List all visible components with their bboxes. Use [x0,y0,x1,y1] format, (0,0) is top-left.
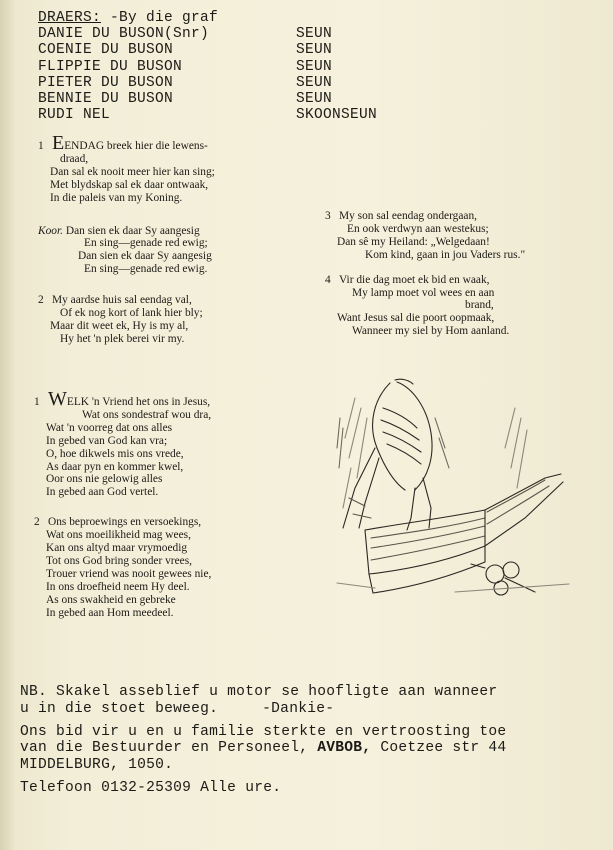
pallbearer-name: DANIE DU BUSON(Snr) [38,26,210,43]
verse-line: Kom kind, gaan in jou Vaders rus." [365,248,526,261]
verse-line: En sing—genade red ewig; [84,237,208,250]
verse-line: Met blydskap sal ek daar ontwaak, [50,178,209,191]
verse-line: My lamp moet vol wees en aan [352,286,495,299]
verse-line: Wat ons sondestraf wou dra, [82,408,212,421]
sympathy-line-1: Ons bid vir u en u familie sterkte en vertroosting toe [20,723,507,740]
pallbearer-name: PIETER DU BUSON [38,74,174,91]
verse-line: En sing—genade red ewig. [84,263,208,276]
verse-line: In ons droefheid neem Hy deel. [46,580,190,593]
sympathy-line-2: van die Bestuurder en Personeel, AVBOB, Coetzee str 44 [20,740,507,757]
drop-cap: W [48,388,67,410]
verse-line: Oor ons nie gelowig alles [46,473,163,486]
pallbearer-relation: SEUN [296,58,333,75]
pallbearer-row [38,26,598,42]
pallbearer-row [38,42,598,58]
verse-line: Dan sal ek nooit meer hier kan sing; [50,165,215,178]
verse-number: 1 [38,140,44,152]
hymn1-right-column [325,210,595,338]
city-line: MIDDELBURG, 1050. [20,757,174,774]
company-name: AVBOB, [317,740,372,757]
hymn2-verse2-first-line: 2 Ons beproewings en versoekings, [34,516,202,529]
pallbearers-heading-row [38,10,598,26]
pallbearer-relation: SKOONSEUN [296,107,378,124]
verse-number: 2 [34,516,40,529]
verse-line: Maar dit weet ek, Hy is my al, [50,319,189,332]
verse-line: Dan sê my Heiland: „Welgedaan! [337,235,490,248]
praying-hands-bible-icon [335,378,570,603]
verse-line: Wat ons moeilikheid mag wees, [46,529,191,542]
pallbearer-relation: SEUN [296,42,333,59]
hymn1-left-column [38,132,298,346]
verse-line: Of ek nog kort of lank hier bly; [60,307,203,320]
verse-line: Dan sien ek daar Sy aangesig [78,250,212,263]
verse-line: As daar pyn en kommer kwel, [46,460,184,473]
thanks-text: -Dankie- [262,700,335,717]
pallbearer-name: COENIE DU BUSON [38,42,174,59]
verse-line: Trouer vriend was nooit gewees nie, [46,567,212,580]
pallbearer-relation: SEUN [296,74,333,91]
verse-line: Kan ons altyd maar vrymoedig [46,542,188,555]
pallbearer-row [38,107,598,123]
verse-line: draad, [60,152,89,165]
verse-line: In gebed aan God vertel. [46,486,159,499]
nb-line-2: u in die stoet beweeg. -Dankie- [20,700,335,717]
pallbearer-name: BENNIE DU BUSON [38,91,174,108]
pallbearer-name: FLIPPIE DU BUSON [38,58,183,75]
pallbearers-list [38,26,598,123]
hymn1-verse3-first-line: 3 My son sal eendag ondergaan, [325,210,478,222]
hymn1-verse4-first-line: 4 Vir die dag moet ek bid en waak, [325,273,490,286]
hymn2 [34,388,334,620]
verse-number: 1 [34,396,40,408]
verse-line: In gebed van God kan vra; [46,434,168,447]
verse-line: As ons swakheid en gebreke [46,593,176,606]
verse-line: In gebed aan Hom meedeel. [46,606,174,619]
chorus-label: Koor. [38,224,64,237]
pallbearers-heading: DRAERS: [38,10,102,26]
verse-number: 4 [325,273,331,286]
verse-number: 3 [325,210,331,222]
pallbearer-relation: SEUN [296,91,333,108]
hymn1-verse2-first-line: 2 My aardse huis sal eendag val, [38,294,192,307]
phone-line: Telefoon 0132-25309 Alle ure. [20,779,282,796]
pallbearer-row [38,75,598,91]
hymn1-verse1-first-line: 1 EENDAG breek hier die lewens- [38,132,208,154]
pallbearer-relation: SEUN [296,26,333,43]
pallbearers-section [38,10,598,123]
verse-line: O, hoe dikwels mis ons vrede, [46,447,184,460]
verse-line: brand, [465,299,494,312]
footer-notice [20,684,608,797]
verse-line: Hy het 'n plek berei vir my. [60,332,185,345]
page-fold-shadow [0,0,14,850]
verse-number: 2 [38,294,44,307]
hymn2-verse1-first-line: 1 WELK 'n Vriend het ons in Jesus, [34,388,211,410]
pallbearer-row [38,59,598,75]
verse-line: In die paleis van my Koning. [50,191,183,204]
verse-line: Wat 'n voorreg dat ons alles [46,421,173,434]
pallbearers-subheading: -By die graf [110,10,219,26]
hymn1-chorus-first-line: Koor. Dan sien ek daar Sy aangesig [38,224,200,237]
nb-line-1: NB. Skakel asseblief u motor se hoofligte aan wanneer [20,684,498,700]
verse-line: Wanneer my siel by Hom aanland. [352,325,510,338]
pallbearer-name: RUDI NEL [38,107,111,124]
drop-cap: E [52,132,65,154]
verse-line: Tot ons God bring sonder vrees, [46,554,192,567]
verse-line: Want Jesus sal die poort oopmaak, [337,312,495,325]
pallbearer-row [38,91,598,107]
verse-line: En ook verdwyn aan westekus; [347,222,489,235]
